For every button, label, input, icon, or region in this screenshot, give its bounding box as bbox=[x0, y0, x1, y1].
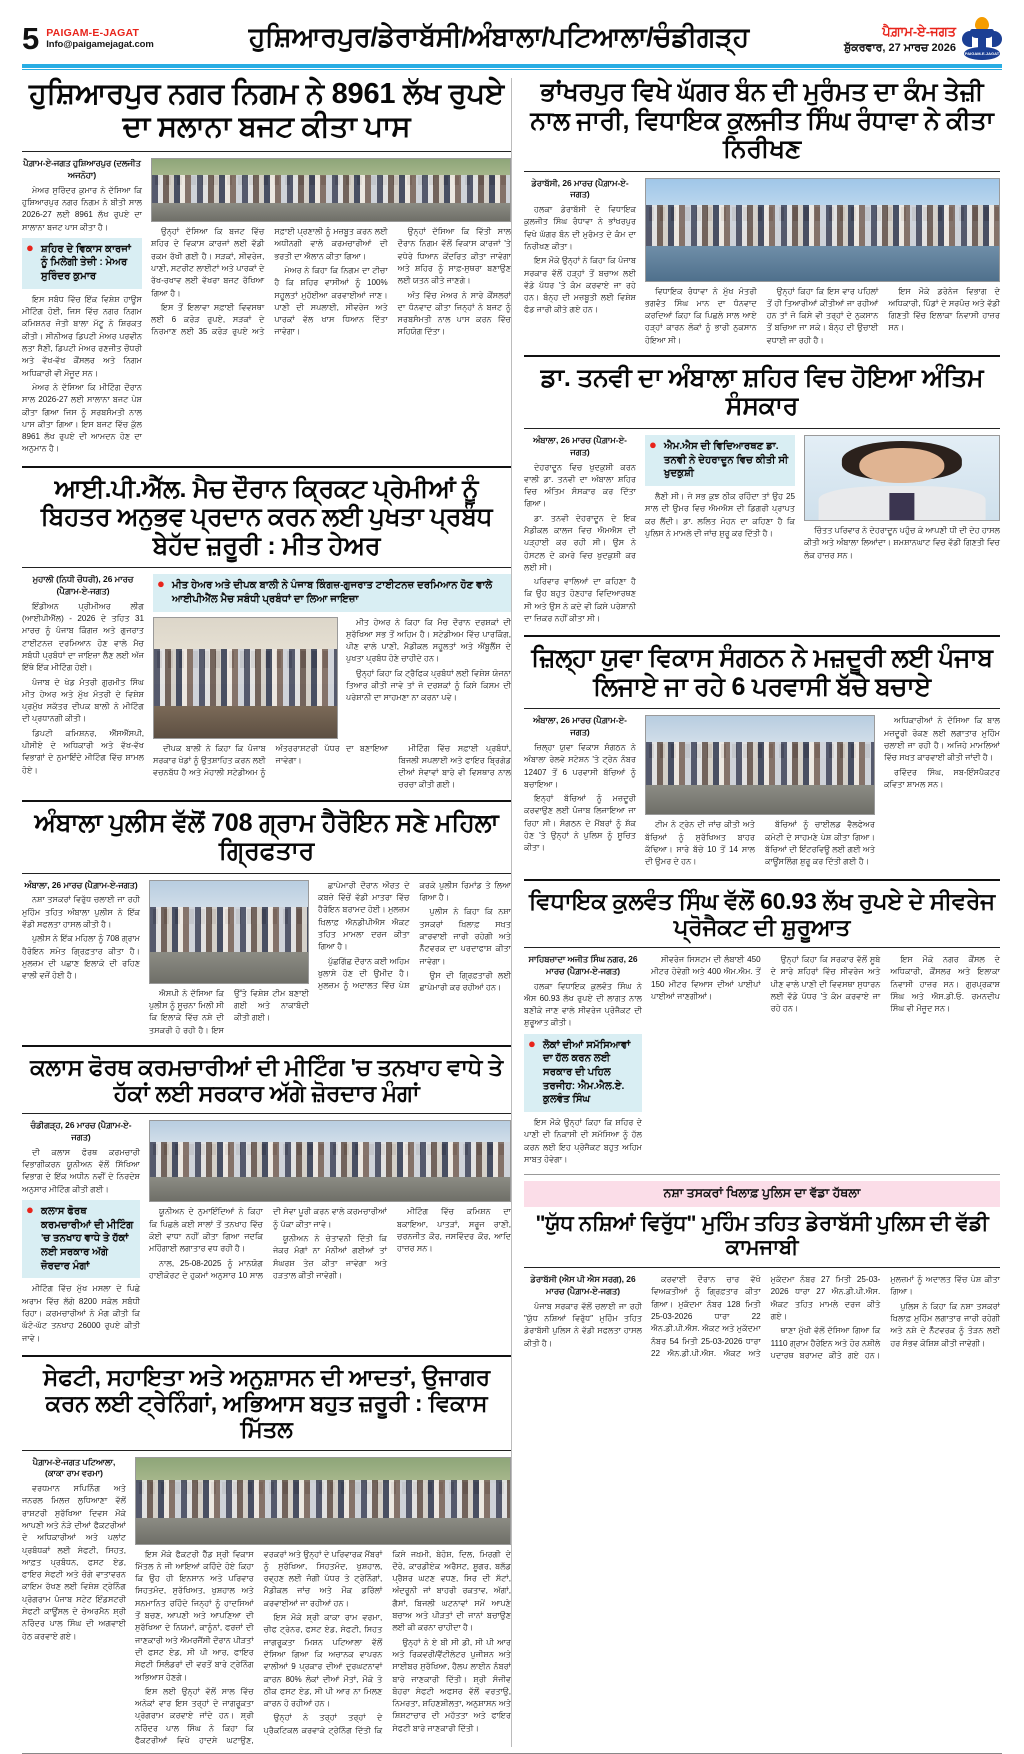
photo-a7 bbox=[149, 1120, 511, 1202]
headline-a5: ਅੰਬਾਲਾ ਪੁਲੀਸ ਵੱਲੋਂ 708 ਗ੍ਰਾਮ ਹੈਰੋਇਨ ਸਣੇ ਮਹਿਲਾ ਗ੍ਰਿਫਤਾਰ bbox=[34, 808, 499, 866]
callout-a1: ● ਸ਼ਹਿਰ ਦੇ ਵਿਕਾਸ ਕਾਰਜਾਂ ਨੂੰ ਮਿਲੇਗੀ ਤੇਜ਼ੀ : ਮੇਅਰ ਸੁਰਿੰਦਰ ਕੁਮਾਰ bbox=[22, 238, 142, 289]
divider bbox=[524, 708, 1000, 709]
divider bbox=[524, 171, 1000, 172]
body-a5-p0: ਨਸ਼ਾ ਤਸਕਰਾਂ ਵਿਰੁੱਧ ਚਲਾਈ ਜਾ ਰਹੀ ਮੁਹਿੰਮ ਤਹਿਤ ਅੰਬਾਲਾ ਪੁਲੀਸ ਨੇ ਇੱਕ ਵੱਡੀ ਸਫਲਤਾ ਹਾਸਲ ਕੀਤੀ ਹੈ। ਪੁਲੀਸ ਨੇ ਇੱਕ ਮਹਿਲਾ ਨੂੰ 708 ਗ੍ਰਾਮ ਹੈਰੋਇਨ ਸਮੇਤ ਗ੍ਰਿਫ਼ਤਾਰ ਕੀਤਾ ਹੈ। ਮੁਲਜ਼ਮ ਦੀ ਪਛਾਣ ਇਲਾਕੇ ਦੀ ਰਹਿਣ ਵਾਲੀ ਵਜੋਂ ਹੋਈ ਹੈ। bbox=[22, 895, 140, 981]
callout-a3: ● ਮੀਤ ਹੇਅਰ ਅਤੇ ਦੀਪਕ ਬਾਲੀ ਨੇ ਪੰਜਾਬ ਕਿੰਗਜ਼-ਗੁਜਰਾਤ ਟਾਈਟਨਜ਼ ਦਰਮਿਆਨ ਹੋਣ ਵਾਲੇ ਆਈਪੀਐੱਲ ਮੈਚ ਸਬੰਧੀ ਪ੍ਰਬੰਧਾਂ ਦਾ ਲਿਆ ਜਾਇਜ਼ਾ bbox=[153, 574, 511, 611]
dateline-a1: ਪੈਗ਼ਾਮ-ਏ-ਜਗਤ ਹੁਸ਼ਿਆਰਪੁਰ (ਦਲਜੀਤ ਅਜਨੋਹਾ) bbox=[23, 158, 141, 180]
photo-a2 bbox=[645, 178, 1000, 282]
bullet-icon: ● bbox=[26, 1202, 34, 1218]
divider bbox=[22, 567, 511, 568]
divider bbox=[22, 1045, 511, 1047]
body-a6-p0: ਜ਼ਿਲ੍ਹਾ ਯੁਵਾ ਵਿਕਾਸ ਸੰਗਠਨ ਨੇ ਅੰਬਾਲਾ ਰੇਲਵੇ ਸਟੇਸ਼ਨ 'ਤੇ ਟ੍ਰੇਨ ਨੰਬਰ 12407 ਤੋਂ 6 ਪਰਵਾਸੀ ਬੱਚਿਆਂ ਨੂੰ ਬਚਾਇਆ। ਇਨ੍ਹਾਂ ਬੱਚਿਆਂ ਨੂੰ ਮਜ਼ਦੂਰੀ ਕਰਵਾਉਣ ਲਈ ਪੰਜਾਬ ਲਿਜਾਇਆ ਜਾ ਰਿਹਾ ਸੀ। ਸੰਗਠਨ ਦੇ ਮੈਂਬਰਾਂ ਨੂੰ ਸ਼ੱਕ ਹੋਣ 'ਤੇ ਉਨ੍ਹਾਂ ਨੇ ਪੁਲਿਸ ਨੂੰ ਸੂਚਿਤ ਕੀਤਾ। bbox=[524, 742, 636, 853]
page-number: 5 bbox=[22, 21, 40, 57]
body-a5-mid: ਐਸਪੀ ਨੇ ਦੱਸਿਆ ਕਿ ਪੁਲੀਸ ਨੂੰ ਸੂਚਨਾ ਮਿਲੀ ਸੀ ਕਿ ਇਲਾਕੇ ਵਿੱਚ ਨਸ਼ੇ ਦੀ ਤਸਕਰੀ ਹੋ ਰਹੀ ਹੈ। ਇਸ ਉੱਤੇ ਵਿਸ਼ੇਸ਼ ਟੀਮ ਬਣਾਈ ਗਈ ਅਤੇ ਨਾਕਾਬੰਦੀ ਕੀਤੀ ਗਈ। bbox=[149, 988, 309, 1035]
body-a7-p0: ਦੀ ਕਲਾਸ ਫੋਰਥ ਕਰਮਚਾਰੀ ਵਿਭਾਗੀਕਰਨ ਯੂਨੀਅਨ ਵੱਲੋਂ ਸਿੱਖਿਆ ਵਿਭਾਗ ਦੇ ਇੱਕ ਅਧੀਨ ਨਵੀਂ ਦੇ ਨਿਰਦੇਸ਼ ਅਨੁਸਾਰ ਮੀਟਿੰਗ ਕੀਤੀ ਗਈ। bbox=[22, 1147, 140, 1194]
torch-logo-icon bbox=[962, 17, 1002, 61]
dateline-a6: ਅੰਬਾਲਾ, 26 ਮਾਰਚ (ਪੈਗ਼ਾਮ-ਏ-ਜਗਤ) bbox=[533, 715, 627, 738]
masthead-rule bbox=[22, 64, 1002, 68]
masthead-rule-2 bbox=[22, 69, 1002, 70]
divider bbox=[22, 1450, 511, 1451]
body-a8-p1: ਇਸ ਮੌਕੇ ਉਨ੍ਹਾਂ ਕਿਹਾ ਕਿ ਸ਼ਹਿਰ ਦੇ ਪਾਣੀ ਦੀ ਨਿਕਾਸੀ ਦੀ ਸਮੱਸਿਆ ਨੂੰ ਹੱਲ ਕਰਨ ਲਈ ਇਹ ਪ੍ਰੋਜੈਕਟ ਬਹੁਤ ਅਹਿਮ ਸਾਬਤ ਹੋਵੇਗਾ। bbox=[524, 1118, 642, 1164]
brand-name: PAIGAM-E-JAGAT bbox=[46, 26, 140, 39]
body-a9-p0: ਵਰਧਮਾਨ ਸਪਿਨਿੰਗ ਅਤੇ ਜਨਰਲ ਮਿਲਜ਼ ਲੁਧਿਆਣਾ ਵੱਲੋਂ ਰਾਸ਼ਟਰੀ ਸੁਰੱਖਿਆ ਦਿਵਸ ਮੌਕੇ ਆਪਣੀ ਅਤੇ ਨੇੜੇ ਦੀਆਂ ਫੈਕਟਰੀਆਂ ਦੇ ਅਧਿਕਾਰੀਆਂ ਅਤੇ ਪਲਾਂਟ ਪ੍ਰਬੰਧਕਾਂ ਲਈ ਸੇਫਟੀ, ਸਿਹਤ, ਆਫ਼ਤ ਪ੍ਰਬੰਧਨ, ਫਸਟ ਏਡ, ਫਾਇਰ ਸੇਫਟੀ ਅਤੇ ਚੰਗੇ ਵਾਤਾਵਰਨ ਕਾਇਮ ਰੱਖਣ ਲਈ ਵਿਸ਼ੇਸ਼ ਟ੍ਰੇਨਿੰਗ ਪ੍ਰੋਗਰਾਮ ਪੰਜਾਬ ਸਟੇਟ ਇੰਡਸਟਰੀ ਸੇਫਟੀ ਕਾਊਂਸਲ ਦੇ ਚੇਅਰਮੈਨ ਸ਼੍ਰੀ ਨਰਿੰਦਰ ਪਾਲ ਸਿੰਘ ਦੀ ਅਗਵਾਈ ਹੇਠ ਕਰਵਾਏ ਗਏ। bbox=[22, 1484, 126, 1641]
dateline-a9: ਪੈਗ਼ਾਮ-ਏ-ਜਗਤ ਪਟਿਆਲਾ, (ਕਾਕਾ ਰਾਮ ਵਰਮਾ) bbox=[32, 1456, 116, 1479]
body-a5-rest: ਛਾਪੇਮਾਰੀ ਦੌਰਾਨ ਔਰਤ ਦੇ ਕਬਜ਼ੇ ਵਿੱਚੋਂ ਵੱਡੀ ਮਾਤਰਾ ਵਿੱਚ ਹੈਰੋਇਨ ਬਰਾਮਦ ਹੋਈ। ਮੁਲਜ਼ਮ ਖ਼ਿਲਾਫ਼ ਐਨਡੀਪੀਐਸ ਐਕਟ ਤਹਿਤ ਮਾਮਲਾ ਦਰਜ ਕੀਤਾ ਗਿਆ ਹੈ। ਪੁੱਛਗਿੱਛ ਦੌਰਾਨ ਕਈ ਅਹਿਮ ਖੁਲਾਸੇ ਹੋਣ ਦੀ ਉਮੀਦ ਹੈ। ਮੁਲਜ਼ਮ ਨੂੰ ਅਦਾਲਤ ਵਿੱਚ ਪੇਸ਼ ਕਰਕੇ ਪੁਲੀਸ ਰਿਮਾਂਡ ਤੇ ਲਿਆ ਗਿਆ ਹੈ। ਪੁਲੀਸ ਨੇ ਕਿਹਾ ਕਿ ਨਸ਼ਾ ਤਸਕਰਾਂ ਖ਼ਿਲਾਫ਼ ਸਖ਼ਤ ਕਾਰਵਾਈ ਜਾਰੀ ਰਹੇਗੀ ਅਤੇ ਨੈੱਟਵਰਕ ਦਾ ਪਰਦਾਫਾਸ਼ ਕੀਤਾ ਜਾਵੇਗਾ। ਉਸ ਦੀ ਗ੍ਰਿਫ਼ਤਾਰੀ ਲਈ ਛਾਪੇਮਾਰੀ ਕਰ ਰਹੀਆਂ ਹਨ। bbox=[318, 880, 511, 993]
pink-banner-a10: ਨਸ਼ਾ ਤਸਕਰਾਂ ਖਿਲਾਫ਼ ਪੁਲਿਸ ਦਾ ਵੱਡਾ ਹੱਥਲਾ bbox=[524, 1181, 1000, 1207]
portrait-photo-a4 bbox=[804, 435, 1000, 521]
headline-a6: ਜ਼ਿਲ੍ਹਾ ਯੁਵਾ ਵਿਕਾਸ ਸੰਗਠਨ ਨੇ ਮਜ਼ਦੂਰੀ ਲਈ ਪੰਜਾਬ ਲਿਜਾਏ ਜਾ ਰਹੇ 6 ਪਰਵਾਸੀ ਬੱਚੇ ਬਚਾਏ bbox=[531, 644, 993, 701]
logo-badge-text: PAIGAM-E-JAGAT bbox=[964, 51, 1000, 56]
divider bbox=[524, 635, 1000, 637]
divider bbox=[22, 873, 511, 874]
divider bbox=[524, 879, 1000, 881]
headline-a2: ਭਾਂਖਰਪੁਰ ਵਿਖੇ ਘੱਗਰ ਬੰਨ ਦੀ ਮੁਰੰਮਤ ਦਾ ਕੰਮ ਤੇਜ਼ੀ ਨਾਲ ਜਾਰੀ, ਵਿਧਾਇਕ ਕੁਲਜੀਤ ਸਿੰਘ ਰੰਧਾਵਾ ਨੇ ਕੀਤਾ ਨਿਰੀਖਣ bbox=[530, 78, 994, 163]
divider bbox=[524, 428, 1000, 429]
callout-a4: ● ਐਮ.ਐਸ ਦੀ ਵਿਦਿਆਰਥਣ ਡਾ. ਤਨਵੀ ਨੇ ਦੇਹਰਾਦੂਨ ਵਿਚ ਕੀਤੀ ਸੀ ਖੁਦਕੁਸ਼ੀ bbox=[645, 435, 795, 486]
photo-a9 bbox=[135, 1457, 511, 1545]
body-a6-rest: ਅਧਿਕਾਰੀਆਂ ਨੇ ਦੱਸਿਆ ਕਿ ਬਾਲ ਮਜ਼ਦੂਰੀ ਰੋਕਣ ਲਈ ਲਗਾਤਾਰ ਮੁਹਿੰਮ ਚਲਾਈ ਜਾ ਰਹੀ ਹੈ। ਅਜਿਹੇ ਮਾਮਲਿਆਂ ਵਿੱਚ ਸਖ਼ਤ ਕਾਰਵਾਈ ਕੀਤੀ ਜਾਂਦੀ ਹੈ। ਰਵਿੰਦਰ ਸਿੰਘ, ਸਬ-ਇੰਸਪੈਕਟਰ ਕਵਿਤਾ ਸ਼ਾਮਲ ਸਨ। bbox=[884, 716, 1000, 789]
body-a10-p0: ਪੰਜਾਬ ਸਰਕਾਰ ਵੱਲੋਂ ਚਲਾਈ ਜਾ ਰਹੀ "ਯੁੱਧ ਨਸ਼ਿਆਂ ਵਿਰੁੱਧ" ਮੁਹਿੰਮ ਤਹਿਤ ਡੇਰਾਬੱਸੀ ਪੁਲਿਸ ਨੇ ਵੱਡੀ ਸਫਲਤਾ ਹਾਸਲ ਕੀਤੀ ਹੈ। bbox=[524, 1301, 642, 1348]
body-a2-p0: ਹਲਕਾ ਡੇਰਾਬੱਸੀ ਦੇ ਵਿਧਾਇਕ ਕੁਲਜੀਤ ਸਿੰਘ ਰੰਧਾਵਾ ਨੇ ਭਾਂਖਰਪੁਰ ਵਿਖੇ ਘੱਗਰ ਬੰਨ ਦੀ ਮੁਰੰਮਤ ਦੇ ਕੰਮ ਦਾ ਨਿਰੀਖਣ ਕੀਤਾ। ਇਸ ਮੌਕੇ ਉਨ੍ਹਾਂ ਨੇ ਕਿਹਾ ਕਿ ਪੰਜਾਬ ਸਰਕਾਰ ਵੱਲੋਂ ਹੜ੍ਹਾਂ ਤੋਂ ਬਚਾਅ ਲਈ ਵੱਡੇ ਪੱਧਰ 'ਤੇ ਕੰਮ ਕਰਵਾਏ ਜਾ ਰਹੇ ਹਨ। ਬੰਨ੍ਹ ਦੀ ਮਜ਼ਬੂਤੀ ਲਈ ਵਿਸ਼ੇਸ਼ ਫੰਡ ਜਾਰੀ ਕੀਤੇ ਗਏ ਹਨ। bbox=[524, 205, 636, 315]
body-a1-p1: ਇਸ ਸਬੰਧ ਵਿੱਚ ਇੱਕ ਵਿਸ਼ੇਸ਼ ਹਾਊਸ ਮੀਟਿੰਗ ਹੋਈ, ਜਿਸ ਵਿੱਚ ਨਗਰ ਨਿਗਮ ਕਮਿਸ਼ਨਰ ਜੋਤੀ ਬਾਲਾ ਮੱਟੂ ਨੇ ਸ਼ਿਰਕਤ ਕੀਤੀ। ਸੀਨੀਅਰ ਡਿਪਟੀ ਮੇਅਰ ਪਰਵੀਨ ਲਤਾ ਸੈਣੀ, ਡਿਪਟੀ ਮੇਅਰ ਰਣਜੀਤ ਚੌਧਰੀ ਅਤੇ ਵੱਖ-ਵੱਖ ਕੌਂਸਲਰ ਅਤੇ ਨਿਗਮ ਅਧਿਕਾਰੀ ਵੀ ਮੌਜੂਦ ਸਨ। ਮੇਅਰ ਨੇ ਦੱਸਿਆ ਕਿ ਮੀਟਿੰਗ ਦੌਰਾਨ ਸਾਲ 2026-27 ਲਈ ਸਾਲਾਨਾ ਬਜਟ ਪੇਸ਼ ਕੀਤਾ ਗਿਆ ਜਿਸ ਨੂੰ ਸਰਬਸੰਮਤੀ ਨਾਲ ਪਾਸ ਕੀਤਾ ਗਿਆ। ਇਸ ਬਜਟ ਵਿੱਚ ਕੁੱਲ 8961 ਲੱਖ ਰੁਪਏ ਦੀ ਆਮਦਨ ਹੋਣ ਦਾ ਅਨੁਮਾਨ ਹੈ। bbox=[22, 294, 142, 454]
body-a10-rest: ਕਰਵਾਈ ਦੌਰਾਨ ਚਾਰ ਵੱਖੋ ਵਿਅਕਤੀਆਂ ਨੂੰ ਗ੍ਰਿਫ਼ਤਾਰ ਕੀਤਾ ਗਿਆ। ਮੁਕੱਦਮਾ ਨੰਬਰ 128 ਮਿਤੀ 25-03-2026 ਧਾਰਾ 22 ਐਨ.ਡੀ.ਪੀ.ਐਸ. ਐਕਟ ਅਤੇ ਮੁਕੱਦਮਾ ਨੰਬਰ 54 ਮਿਤੀ 25-03-2026 ਧਾਰਾ 22 ਐਨ.ਡੀ.ਪੀ.ਐਸ. ਐਕਟ ਅਤੇ ਮੁਕੱਦਮਾ ਨੰਬਰ 27 ਮਿਤੀ 25-03-2026 ਧਾਰਾ 27 ਐਨ.ਡੀ.ਪੀ.ਐਸ. ਐਕਟ ਤਹਿਤ ਮਾਮਲੇ ਦਰਜ ਕੀਤੇ ਗਏ। ਥਾਣਾ ਮੁੱਖੀ ਵੱਲੋਂ ਦੱਸਿਆ ਗਿਆ ਕਿ 1110 ਗ੍ਰਾਮ ਹੈਰੋਇਨ ਅਤੇ ਹੋਰ ਨਸ਼ੀਲੇ ਪਦਾਰਥ ਬਰਾਮਦ ਕੀਤੇ ਗਏ ਹਨ। ਮੁਲਜ਼ਮਾਂ ਨੂੰ ਅਦਾਲਤ ਵਿੱਚ ਪੇਸ਼ ਕੀਤਾ ਗਿਆ। ਪੁਲਿਸ ਨੇ ਕਿਹਾ ਕਿ ਨਸ਼ਾ ਤਸਕਰਾਂ ਖ਼ਿਲਾਫ਼ ਮੁਹਿੰਮ ਲਗਾਤਾਰ ਜਾਰੀ ਰਹੇਗੀ ਅਤੇ ਨਸ਼ੇ ਦੇ ਨੈੱਟਵਰਕ ਨੂੰ ਤੋੜਨ ਲਈ ਹਰ ਸੰਭਵ ਕੋਸ਼ਿਸ਼ ਕੀਤੀ ਜਾਵੇਗੀ। bbox=[651, 1275, 1000, 1360]
body-a3-rest: ਦੀਪਕ ਬਾਲੀ ਨੇ ਕਿਹਾ ਕਿ ਪੰਜਾਬ ਸਰਕਾਰ ਖੇਡਾਂ ਨੂੰ ਉਤਸ਼ਾਹਿਤ ਕਰਨ ਲਈ ਵਚਨਬੱਧ ਹੈ ਅਤੇ ਮੋਹਾਲੀ ਸਟੇਡੀਅਮ ਨੂੰ ਅੰਤਰਰਾਸ਼ਟਰੀ ਪੱਧਰ ਦਾ ਬਣਾਇਆ ਜਾਵੇਗਾ। ਮੀਟਿੰਗ ਵਿੱਚ ਸਫ਼ਾਈ ਪ੍ਰਬੰਧਾਂ, ਬਿਜਲੀ ਸਪਲਾਈ ਅਤੇ ਫਾਇਰ ਬ੍ਰਿਗੇਡ ਦੀਆਂ ਸੇਵਾਵਾਂ ਬਾਰੇ ਵੀ ਵਿਸਥਾਰ ਨਾਲ ਚਰਚਾ ਕੀਤੀ ਗਈ। bbox=[153, 743, 511, 790]
divider bbox=[22, 1355, 511, 1357]
masthead-left bbox=[22, 21, 154, 57]
callout-a7: ● ਕਲਾਸ ਫੋਰਥ ਕਰਮਚਾਰੀਆਂ ਦੀ ਮੀਟਿੰਗ 'ਚ ਤਨਖਾਹ ਵਾਧੇ ਤੇ ਹੱਕਾਂ ਲਈ ਸਰਕਾਰ ਅੱਗੇ ਜ਼ੋਰਦਾਰ ਮੰਗਾਂ bbox=[22, 1200, 140, 1278]
dateline-a5: ਅੰਬਾਲਾ, 26 ਮਾਰਚ (ਪੈਗ਼ਾਮ-ਏ-ਜਗਤ) bbox=[24, 879, 138, 890]
dateline-a3: ਮੁਹਾਲੀ (ਨਿਧੀ ਚੌਧਰੀ), 26 ਮਾਰਚ (ਪੈਗ਼ਾਮ-ਏ-ਜਗਤ) bbox=[32, 574, 134, 596]
column-left bbox=[22, 78, 511, 1747]
bullet-icon: ● bbox=[26, 239, 34, 255]
dateline-a2: ਡੇਰਾਬੱਸੀ, 26 ਮਾਰਚ (ਪੈਗ਼ਾਮ-ਏ-ਜਗਤ) bbox=[531, 177, 629, 200]
brand-email[interactable]: Info@paigamejagat.com bbox=[46, 38, 154, 50]
dateline-a10: ਡੇਰਾਬੱਸੀ (ਐਸ ਪੀ ਐਸ ਸਰਗ), 26 ਮਾਰਚ (ਪੈਗ਼ਾਮ-ਏ-ਜਗਤ) bbox=[530, 1274, 636, 1296]
body-a7-p1: ਮੀਟਿੰਗ ਵਿੱਚ ਮੁੱਖ ਮਸਲਾ ਦੇ ਪਿਛੇ ਅਰਾਮ ਵਿੱਚ ਲੱਗੇ 8200 ਸਕੇਲ ਸਬੰਧੀ ਰਿਹਾ। ਕਰਮਚਾਰੀਆਂ ਨੇ ਮੰਗ ਕੀਤੀ ਕਿ ਘੱਟੋ-ਘੱਟ ਤਨਖਾਹ 26000 ਰੁਪਏ ਕੀਤੀ ਜਾਵੇ। bbox=[22, 1284, 140, 1343]
divider bbox=[524, 355, 1000, 357]
body-a4-mid: ਲੈਣੀ ਸੀ। ਜੇ ਸਭ ਕੁਝ ਠੀਕ ਰਹਿੰਦਾ ਤਾਂ ਉਹ 25 ਸਾਲ ਦੀ ਉਮਰ ਵਿਚ ਐਮਐਸ ਦੀ ਡਿਗਰੀ ਪ੍ਰਾਪਤ ਕਰ ਲੈਂਦੀ। ਡਾ. ਲਲਿਤ ਮੋਹਨ ਦਾ ਕਹਿਣਾ ਹੈ ਕਿ ਪੁਲਿਸ ਨੇ ਮਾਮਲੇ ਦੀ ਜਾਂਚ ਸ਼ੁਰੂ ਕਰ ਦਿੱਤੀ ਹੈ। bbox=[645, 492, 795, 538]
publication-date: ਸ਼ੁੱਕਰਵਾਰ, 27 ਮਾਰਚ 2026 bbox=[843, 41, 956, 54]
divider bbox=[22, 1113, 511, 1114]
photo-a6 bbox=[645, 715, 875, 815]
dateline-a4: ਅੰਬਾਲਾ, 26 ਮਾਰਚ (ਪੈਗ਼ਾਮ-ਏ-ਜਗਤ) bbox=[533, 434, 627, 457]
body-a7-rest: ਯੂਨੀਅਨ ਦੇ ਨੁਮਾਇੰਦਿਆਂ ਨੇ ਕਿਹਾ ਕਿ ਪਿਛਲੇ ਕਈ ਸਾਲਾਂ ਤੋਂ ਤਨਖਾਹ ਵਿੱਚ ਕੋਈ ਵਾਧਾ ਨਹੀਂ ਕੀਤਾ ਗਿਆ ਜਦਕਿ ਮਹਿੰਗਾਈ ਲਗਾਤਾਰ ਵਧ ਰਹੀ ਹੈ। ਨਾਲ, 25-08-2025 ਨੂੰ ਮਾਨਯੋਗ ਹਾਈਕੋਰਟ ਦੇ ਹੁਕਮਾਂ ਅਨੁਸਾਰ 10 ਸਾਲ ਦੀ ਸੇਵਾ ਪੂਰੀ ਕਰਨ ਵਾਲੇ ਕਰਮਚਾਰੀਆਂ ਨੂੰ ਪੱਕਾ ਕੀਤਾ ਜਾਵੇ। ਯੂਨੀਅਨ ਨੇ ਚੇਤਾਵਨੀ ਦਿੱਤੀ ਕਿ ਜੇਕਰ ਮੰਗਾਂ ਨਾ ਮੰਨੀਆਂ ਗਈਆਂ ਤਾਂ ਸੰਘਰਸ਼ ਤੇਜ਼ ਕੀਤਾ ਜਾਵੇਗਾ ਅਤੇ ਹੜਤਾਲ ਕੀਤੀ ਜਾਵੇਗੀ। ਮੀਟਿੰਗ ਵਿੱਚ ਕਮਿਸ਼ਨ ਦਾ ਬਕਾਇਆ, ਪਾਤੜਾਂ, ਸਰੂਜ ਰਾਣੀ, ਚਰਨਜੀਤ ਕੌਰ, ਜਸਵਿੰਦਰ ਕੌਰ, ਆਦਿ ਹਾਜ਼ਰ ਸਨ। bbox=[149, 1207, 511, 1280]
divider bbox=[524, 1267, 1000, 1268]
divider bbox=[22, 151, 511, 152]
headline-a3: ਆਈ.ਪੀ.ਐੱਲ. ਮੈਚ ਦੌਰਾਨ ਕ੍ਰਿਕਟ ਪ੍ਰੇਮੀਆਂ ਨੂੰ ਬਿਹਤਰ ਅਨੁਭਵ ਪ੍ਰਦਾਨ ਕਰਨ ਲਈ ਪੁਖਤਾ ਪ੍ਰਬੰਧ ਬੇਹੱਦ ਜ਼ਰੂਰੀ : ਮੀਤ ਹੇਅਰ bbox=[40, 474, 493, 560]
edition-list: ਹੁਸ਼ਿਆਰਪੁਰ/ਡੇਰਾਬੱਸੀ/ਅੰਬਾਲਾ/ਪਟਿਆਲਾ/ਚੰਡੀਗੜ੍ਹ bbox=[248, 22, 749, 52]
photo-a1 bbox=[151, 158, 511, 222]
column-right bbox=[511, 78, 1000, 1747]
body-a1-p0: ਮੇਅਰ ਸੁਰਿੰਦਰ ਕੁਮਾਰ ਨੇ ਦੱਸਿਆ ਕਿ ਹੁਸ਼ਿਆਰਪੁਰ ਨਗਰ ਨਿਗਮ ਨੇ ਬੀਤੀ ਸਾਲ 2026-27 ਲਈ 8961 ਲੱਖ ਰੁਪਏ ਦਾ ਸਾਲਾਨਾ ਬਜਟ ਪਾਸ ਕੀਤਾ ਹੈ। bbox=[22, 185, 142, 232]
headline-a1: ਹੁਸ਼ਿਆਰਪੁਰ ਨਗਰ ਨਿਗਮ ਨੇ 8961 ਲੱਖ ਰੁਪਏ ਦਾ ਸਲਾਨਾ ਬਜਟ ਕੀਤਾ ਪਾਸ bbox=[28, 78, 505, 144]
brand-block bbox=[46, 28, 153, 50]
logo-text: ਪੈਗ਼ਾਮ-ਏ-ਜਗਤ bbox=[882, 23, 956, 39]
headline-a7: ਕਲਾਸ ਫੋਰਥ ਕਰਮਚਾਰੀਆਂ ਦੀ ਮੀਟਿੰਗ 'ਚ ਤਨਖਾਹ ਵਾਧੇ ਤੇ ਹੱਕਾਂ ਲਈ ਸਰਕਾਰ ਅੱਗੇ ਜ਼ੋਰਦਾਰ ਮੰਗਾਂ bbox=[30, 1053, 503, 1107]
body-a2-rest: ਵਿਧਾਇਕ ਰੰਧਾਵਾ ਨੇ ਮੁੱਖ ਮੰਤਰੀ ਭਗਵੰਤ ਸਿੰਘ ਮਾਨ ਦਾ ਧੰਨਵਾਦ ਕਰਦਿਆਂ ਕਿਹਾ ਕਿ ਪਿਛਲੇ ਸਾਲ ਆਏ ਹੜ੍ਹਾਂ ਕਾਰਨ ਲੋਕਾਂ ਨੂੰ ਭਾਰੀ ਨੁਕਸਾਨ ਹੋਇਆ ਸੀ। ਉਨ੍ਹਾਂ ਕਿਹਾ ਕਿ ਇਸ ਵਾਰ ਪਹਿਲਾਂ ਤੋਂ ਹੀ ਤਿਆਰੀਆਂ ਕੀਤੀਆਂ ਜਾ ਰਹੀਆਂ ਹਨ ਤਾਂ ਜੋ ਕਿਸੇ ਵੀ ਤਰ੍ਹਾਂ ਦੇ ਨੁਕਸਾਨ ਤੋਂ ਬਚਿਆ ਜਾ ਸਕੇ। ਬੰਨ੍ਹ ਦੀ ਉਚਾਈ ਵਧਾਈ ਜਾ ਰਹੀ ਹੈ। ਇਸ ਮੌਕੇ ਡਰੇਨੇਜ ਵਿਭਾਗ ਦੇ ਅਧਿਕਾਰੀ, ਪਿੰਡਾਂ ਦੇ ਸਰਪੰਚ ਅਤੇ ਵੱਡੀ ਗਿਣਤੀ ਵਿੱਚ ਇਲਾਕਾ ਨਿਵਾਸੀ ਹਾਜ਼ਰ ਸਨ। bbox=[645, 286, 1000, 345]
dateline-a8: ਸਾਹਿਬਜ਼ਾਦਾ ਅਜੀਤ ਸਿੰਘ ਨਗਰ, 26 ਮਾਰਚ (ਪੈਗ਼ਾਮ-ਏ-ਜਗਤ) bbox=[528, 954, 638, 976]
body-a3-p0: ਇੰਡੀਅਨ ਪ੍ਰੀਮੀਅਰ ਲੀਗ (ਆਈਪੀਐੱਲ) - 2026 ਦੇ ਤਹਿਤ 31 ਮਾਰਚ ਨੂੰ ਪੰਜਾਬ ਕਿੰਗਜ਼ ਅਤੇ ਗੁਜਰਾਤ ਟਾਈਟਨਜ਼ ਦਰਮਿਆਨ ਹੋਣ ਵਾਲੇ ਮੈਚ ਸਬੰਧੀ ਪ੍ਰਬੰਧਾਂ ਦਾ ਜਾਇਜ਼ਾ ਲੈਣ ਲਈ ਅੱਜ ਇੱਥੇ ਇੱਕ ਮੀਟਿੰਗ ਹੋਈ। ਪੰਜਾਬ ਦੇ ਖੇਡ ਮੰਤਰੀ ਗੁਰਮੀਤ ਸਿੰਘ ਮੀਤ ਹੇਅਰ ਅਤੇ ਮੁੱਖ ਮੰਤਰੀ ਦੇ ਵਿਸ਼ੇਸ਼ ਪ੍ਰਮੁੱਖ ਸਕੱਤਰ ਦੀਪਕ ਬਾਲੀ ਨੇ ਮੀਟਿੰਗ ਦੀ ਪ੍ਰਧਾਨਗੀ ਕੀਤੀ। ਡਿਪਟੀ ਕਮਿਸ਼ਨਰ, ਐੱਸਐੱਸਪੀ, ਪੀਸੀਏ ਦੇ ਅਧਿਕਾਰੀ ਅਤੇ ਵੱਖ-ਵੱਖ ਵਿਭਾਗਾਂ ਦੇ ਨੁਮਾਇੰਦੇ ਮੀਟਿੰਗ ਵਿੱਚ ਸ਼ਾਮਲ ਹੋਏ। bbox=[22, 601, 144, 775]
headline-a9: ਸੇਫਟੀ, ਸਹਾਇਤਾ ਅਤੇ ਅਨੁਸ਼ਾਸਨ ਦੀ ਆਦਤਾਂ, ਉਜਾਗਰ ਕਰਨ ਲਈ ਟ੍ਰੇਨਿੰਗਾਂ, ਅਭਿਆਸ ਬਹੁਤ ਜ਼ਰੂਰੀ : ਵਿਕਾਸ ਮਿੱਤਲ bbox=[43, 1363, 490, 1443]
body-a8-rest: ਸੀਵਰੇਜ ਸਿਸਟਮ ਦੀ ਲੰਬਾਈ 450 ਮੀਟਰ ਹੋਵੇਗੀ ਅਤੇ 400 ਐਮ.ਐਮ. ਤੋਂ 150 ਮੀਟਰ ਵਿਆਸ ਦੀਆਂ ਪਾਈਪਾਂ ਪਾਈਆਂ ਜਾਣਗੀਆਂ। ਉਨ੍ਹਾਂ ਕਿਹਾ ਕਿ ਸਰਕਾਰ ਵੱਲੋਂ ਸੂਬੇ ਦੇ ਸਾਰੇ ਸ਼ਹਿਰਾਂ ਵਿੱਚ ਸੀਵਰੇਜ ਅਤੇ ਪੀਣ ਵਾਲੇ ਪਾਣੀ ਦੀ ਵਿਵਸਥਾ ਸੁਧਾਰਨ ਲਈ ਵੱਡੇ ਪੱਧਰ 'ਤੇ ਕੰਮ ਕਰਵਾਏ ਜਾ ਰਹੇ ਹਨ। ਇਸ ਮੌਕੇ ਨਗਰ ਕੌਂਸਲ ਦੇ ਅਧਿਕਾਰੀ, ਕੌਂਸਲਰ ਅਤੇ ਇਲਾਕਾ ਨਿਵਾਸੀ ਹਾਜ਼ਰ ਸਨ। ਗੁਰਪ੍ਰਕਾਸ਼ ਸਿੰਘ ਅਤੇ ਐਸ.ਡੀ.ਓ. ਰਮਨਦੀਪ ਸਿੰਘ ਵੀ ਮੌਜੂਦ ਸਨ। bbox=[651, 955, 1000, 1014]
body-a6-mid: ਟੀਮ ਨੇ ਟ੍ਰੇਨ ਦੀ ਜਾਂਚ ਕੀਤੀ ਅਤੇ ਬੱਚਿਆਂ ਨੂੰ ਸੁਰੱਖਿਅਤ ਬਾਹਰ ਕੱਢਿਆ। ਸਾਰੇ ਬੱਚੇ 10 ਤੋਂ 14 ਸਾਲ ਦੀ ਉਮਰ ਦੇ ਹਨ। ਬੱਚਿਆਂ ਨੂੰ ਚਾਈਲਡ ਵੈਲਫੇਅਰ ਕਮੇਟੀ ਦੇ ਸਾਹਮਣੇ ਪੇਸ਼ ਕੀਤਾ ਗਿਆ। ਬੱਚਿਆਂ ਦੀ ਇੰਟਰਵਿਊ ਲਈ ਗਈ ਅਤੇ ਕਾਊਂਸਲਿੰਗ ਸ਼ੁਰੂ ਕਰ ਦਿੱਤੀ ਗਈ ਹੈ। bbox=[645, 820, 876, 867]
divider bbox=[524, 947, 1000, 948]
headline-a4: ਡਾ. ਤਨਵੀ ਦਾ ਅੰਬਾਲਾ ਸ਼ਹਿਰ ਵਿਚ ਹੋਇਆ ਅੰਤਿਮ ਸੰਸਕਾਰ bbox=[540, 363, 984, 421]
divider bbox=[22, 800, 511, 802]
masthead bbox=[0, 0, 1024, 62]
bullet-icon: ● bbox=[528, 1035, 536, 1051]
body-a9-rest: ਇਸ ਮੌਕੇ ਫੈਕਟਰੀ ਹੈੱਡ ਸ਼੍ਰੀ ਵਿਕਾਸ ਮਿੱਤਲ ਨੇ ਜੀ ਆਇਆਂ ਕਹਿੰਦੇ ਹੋਏ ਕਿਹਾ ਕਿ ਉਹ ਹੀ ਇਨਸਾਨ ਅਤੇ ਪਰਿਵਾਰ ਸਿਹਤਮੰਦ, ਸੁਰੱਖਿਅਤ, ਖੁਸ਼ਹਾਲ ਅਤੇ ਸਨਮਾਨਿਤ ਰਹਿੰਦੇ ਜਿਨ੍ਹਾਂ ਨੂੰ ਹਾਦਸਿਆਂ ਤੋਂ ਬਚਣ, ਆਪਣੀ ਅਤੇ ਆਪਣਿਆ ਦੀ ਸੁਰੱਖਿਆ ਦੇ ਨਿਯਮਾਂ, ਕਾਨੂੰਨਾਂ, ਫਰਜ਼ਾਂ ਦੀ ਜਾਣਕਾਰੀ ਅਤੇ ਐਮਰਜੈਂਸੀ ਦੌਰਾਨ ਪੀੜਤਾਂ ਦੀ ਫਸਟ ਏਡ, ਸੀ ਪੀ ਆਰ, ਫਾਇਰ ਸੇਫਟੀ ਸਿਲੰਡਰਾਂ ਦੀ ਵਰਤੋਂ ਬਾਰੇ ਟ੍ਰੇਨਿੰਗ ਅਭਿਆਸ ਹੋਣਗੇ। ਇਸ ਲਈ ਉਨ੍ਹਾਂ ਵੱਲੋਂ ਸਾਲ ਵਿੱਚ ਅਨੇਕਾਂ ਵਾਰ ਇਸ ਤਰ੍ਹਾਂ ਦੇ ਜਾਗਰੂਕਤਾ ਪ੍ਰੋਗਰਾਮ ਕਰਵਾਏ ਜਾਂਦੇ ਹਨ। ਸ਼੍ਰੀ ਨਰਿੰਦਰ ਪਾਲ ਸਿੰਘ ਨੇ ਕਿਹਾ ਕਿ ਫੈਕਟਰੀਆਂ ਵਿਖੇ ਹਾਦਸੇ ਘਟਾਉਣ, ਵਰਕਰਾਂ ਅਤੇ ਉਨ੍ਹਾਂ ਦੇ ਪਰਿਵਾਰਕ ਮੈਂਬਰਾਂ ਨੂੰ ਸੁਰੱਖਿਆ, ਸਿਹਤਮੰਦ, ਖੁਸ਼ਹਾਲ, ਰਵ੍ਹਣ ਲਈ ਜੰਗੀ ਪੱਧਰ ਤੇ ਟ੍ਰੇਨਿੰਗਾਂ, ਮੈਡੀਕਲ ਜਾਂਚ ਅਤੇ ਮੌਕ ਡਰਿੱਲਾਂ ਕਰਵਾਈਆਂ ਜਾ ਰਹੀਆਂ ਹਨ। ਇਸ ਮੌਕੇ ਸ਼੍ਰੀ ਕਾਕਾ ਰਾਮ ਵਰਮਾ, ਚੀਫ ਟ੍ਰੇਨਰ, ਫਸਟ ਏਡ, ਸੇਫਟੀ, ਸਿਹਤ ਜਾਗਰੂਕਤਾ ਮਿਸ਼ਨ ਪਟਿਆਲਾ ਵੱਲੋਂ ਦੱਸਿਆ ਗਿਆ ਕਿ ਅਚਾਨਕ ਵਾਪਰਨ ਵਾਲੀਆਂ 9 ਪ੍ਰਕਾਰ ਦੀਆਂ ਦੁਰਘਟਨਾਵਾਂ ਕਾਰਨ 80% ਲੋਕਾਂ ਦੀਆਂ ਮੌਤਾਂ, ਮੌਕੇ ਤੇ ਠੀਕ ਫਸਟ ਏਡ, ਸੀ ਪੀ ਆਰ ਨਾ ਮਿਲਣ ਕਾਰਨ ਹੋ ਰਹੀਆਂ ਹਨ। ਉਨ੍ਹਾਂ ਨੇ ਤਰ੍ਹਾਂ ਤਰ੍ਹਾਂ ਦੇ ਪ੍ਰੈਕਟਿਕਲ ਕਰਵਾਕੇ ਟ੍ਰੇਨਿੰਗ ਦਿੱਤੀ ਕਿ ਕਿਸੇ ਜਖ਼ਮੀ, ਬੇਹੋਸ਼, ਦਿਲ, ਮਿਰਗੀ ਦੇ ਦੌਰੇ, ਕਾਰਡੀਏਕ ਅਰੈਸਟ, ਸ਼ੂਗਰ, ਬਲੱਡ ਪ੍ਰੈਸ਼ਰ ਘਟਣ ਵਧਣ, ਸਿਰ ਦੀ ਸੱਟਾਂ, ਅੰਦਰੂਨੀ ਜਾਂ ਬਾਹਰੀ ਰਕਤਾਵ, ਅੱਗਾਂ, ਗੈਸਾਂ, ਬਿਜਲੀ ਘਟਨਾਵਾਂ ਸਮੇਂ ਆਪਣੇ ਬਚਾਅ ਅਤੇ ਪੀੜਤਾਂ ਦੀ ਜਾਨਾਂ ਬਚਾਉਣ ਲਈ ਕੀ ਕਰਨਾ ਚਾਹੀਦਾ ਹੈ। ਉਨ੍ਹਾਂ ਨੇ ਏ ਬੀ ਸੀ ਡੀ, ਸੀ ਪੀ ਆਰ ਅਤੇ ਰਿਕਵਰੀ/ਵੈਂਟੀਲੇਟਰ ਪੁਜੀਸ਼ਨ ਅਤੇ ਸਾਈਬਰ ਸੁਰੱਖਿਆ, ਹੈਲਪ ਲਾਈਨ ਨੰਬਰਾਂ ਬਾਰੇ ਜਾਣਕਾਰੀ ਦਿੱਤੀ। ਸ਼੍ਰੀ ਸੰਜੀਵ ਬੋਹਰਾ ਸੇਫਟੀ ਅਫਸਰ ਵੱਲੋਂ ਵਰਤਾਉ, ਨਿਮਰਤਾ, ਸ਼ਹਿਣਸ਼ੀਲਤਾ, ਅਨੁਸ਼ਾਸਨ ਅਤੇ ਸ਼ਿਸ਼ਟਾਚਾਰ ਦੀ ਮਹੱਤਤਾ ਅਤੇ ਫਾਇਰ ਸੇਫਟੀ ਬਾਰੇ ਜਾਣਕਾਰੀ ਦਿੱਤੀ। bbox=[135, 1549, 511, 1746]
bullet-icon: ● bbox=[649, 436, 657, 452]
masthead-right bbox=[844, 17, 1002, 61]
callout-a8: ● ਲੋਕਾਂ ਦੀਆਂ ਸਮੱਸਿਆਵਾਂ ਦਾ ਹੱਲ ਕਰਨ ਲਈ ਸਰਕਾਰ ਦੀ ਪਹਿਲ ਤਰਜੀਹ: ਐਮ.ਐਲ.ਏ. ਕੁਲਵੰਤ ਸਿੰਘ bbox=[524, 1034, 642, 1112]
body-a3-side: ਮੀਤ ਹੇਅਰ ਨੇ ਕਿਹਾ ਕਿ ਮੈਚ ਦੌਰਾਨ ਦਰਸ਼ਕਾਂ ਦੀ ਸੁਰੱਖਿਆ ਸਭ ਤੋਂ ਅਹਿਮ ਹੈ। ਸਟੇਡੀਅਮ ਵਿੱਚ ਪਾਰਕਿੰਗ, ਪੀਣ ਵਾਲੇ ਪਾਣੀ, ਮੈਡੀਕਲ ਸਹੂਲਤਾਂ ਅਤੇ ਐਂਬੂਲੈਂਸ ਦੇ ਪੁਖਤਾ ਪ੍ਰਬੰਧ ਹੋਣੇ ਚਾਹੀਦੇ ਹਨ। ਉਨ੍ਹਾਂ ਕਿਹਾ ਕਿ ਟ੍ਰੈਫਿਕ ਪ੍ਰਬੰਧਾਂ ਲਈ ਵਿਸ਼ੇਸ਼ ਯੋਜਨਾ ਤਿਆਰ ਕੀਤੀ ਜਾਵੇ ਤਾਂ ਜੋ ਦਰਸ਼ਕਾਂ ਨੂੰ ਕਿਸੇ ਕਿਸਮ ਦੀ ਪਰੇਸ਼ਾਨੀ ਦਾ ਸਾਹਮਣਾ ਨਾ ਕਰਨਾ ਪਵੇ। bbox=[346, 617, 511, 703]
body-a1-rest: ਉਨ੍ਹਾਂ ਦੱਸਿਆ ਕਿ ਬਜਟ ਵਿੱਚ ਸ਼ਹਿਰ ਦੇ ਵਿਕਾਸ ਕਾਰਜਾਂ ਲਈ ਵੱਡੀ ਰਕਮ ਰੱਖੀ ਗਈ ਹੈ। ਸੜਕਾਂ, ਸੀਵਰੇਜ, ਪਾਣੀ, ਸਟਰੀਟ ਲਾਈਟਾਂ ਅਤੇ ਪਾਰਕਾਂ ਦੇ ਰੱਖ-ਰਖਾਵ ਲਈ ਵੱਖਰਾ ਬਜਟ ਰੱਖਿਆ ਗਿਆ ਹੈ। ਇਸ ਤੋਂ ਇਲਾਵਾ ਸਫ਼ਾਈ ਵਿਵਸਥਾ ਲਈ 6 ਕਰੋੜ ਰੁਪਏ, ਸੜਕਾਂ ਦੇ ਨਿਰਮਾਣ ਲਈ 35 ਕਰੋੜ ਰੁਪਏ ਅਤੇ ਸਫ਼ਾਈ ਪ੍ਰਣਾਲੀ ਨੂੰ ਮਜ਼ਬੂਤ ਕਰਨ ਲਈ ਅਧੀਨਗੀ ਵਾਲੇ ਕਰਮਚਾਰੀਆਂ ਦੀ ਭਰਤੀ ਦਾ ਐਲਾਨ ਕੀਤਾ ਗਿਆ। ਮੇਅਰ ਨੇ ਕਿਹਾ ਕਿ ਨਿਗਮ ਦਾ ਟੀਚਾ ਹੈ ਕਿ ਸ਼ਹਿਰ ਵਾਸੀਆਂ ਨੂੰ 100% ਸਹੂਲਤਾਂ ਮੁਹੱਈਆ ਕਰਵਾਈਆਂ ਜਾਣ। ਪਾਣੀ ਦੀ ਸਪਲਾਈ, ਸੀਵਰੇਜ ਅਤੇ ਪਾਰਕਾਂ ਵੱਲ ਖਾਸ ਧਿਆਨ ਦਿੱਤਾ ਜਾਵੇਗਾ। ਉਨ੍ਹਾਂ ਦੱਸਿਆ ਕਿ ਵਿੱਤੀ ਸਾਲ ਦੌਰਾਨ ਨਿਗਮ ਵੱਲੋਂ ਵਿਕਾਸ ਕਾਰਜਾਂ 'ਤੇ ਵਧੇਰੇ ਧਿਆਨ ਕੇਂਦਰਿਤ ਕੀਤਾ ਜਾਵੇਗਾ ਅਤੇ ਸ਼ਹਿਰ ਨੂੰ ਸਾਫ਼-ਸੁਥਰਾ ਬਣਾਉਣ ਲਈ ਯਤਨ ਕੀਤੇ ਜਾਣਗੇ। ਅੰਤ ਵਿੱਚ ਮੇਅਰ ਨੇ ਸਾਰੇ ਕੌਂਸਲਰਾਂ ਦਾ ਧੰਨਵਾਦ ਕੀਤਾ ਜਿਨ੍ਹਾਂ ਨੇ ਬਜਟ ਨੂੰ ਸਰਬਸੰਮਤੀ ਨਾਲ ਪਾਸ ਕਰਨ ਵਿੱਚ ਸਹਿਯੋਗ ਦਿੱਤਾ। bbox=[151, 227, 511, 337]
photo-a3 bbox=[153, 617, 338, 739]
headline-a10: "ਯੁੱਧ ਨਸ਼ਿਆਂ ਵਿਰੁੱਧ" ਮੁਹਿੰਮ ਤਹਿਤ ਡੇਰਾਬੱਸੀ ਪੁਲਿਸ ਦੀ ਵੱਡੀ ਕਾਮਜਾਬੀ bbox=[535, 1212, 989, 1260]
bullet-icon: ● bbox=[157, 576, 165, 592]
headline-a8: ਵਿਧਾਇਕ ਕੁਲਵੰਤ ਸਿੰਘ ਵੱਲੋਂ 60.93 ਲੱਖ ਰੁਪਏ ਦੇ ਸੀਵਰੇਜ ਪ੍ਰੋਜੈਕਟ ਦੀ ਸ਼ੁਰੂਆਤ bbox=[528, 887, 996, 940]
body-a4-p0: ਦੇਹਰਾਦੂਨ ਵਿਚ ਖੁਦਕੁਸ਼ੀ ਕਰਨ ਵਾਲੀ ਡਾ. ਤਨਵੀ ਦਾ ਅੰਬਾਲਾ ਸ਼ਹਿਰ ਵਿਚ ਅੰਤਿਮ ਸੰਸਕਾਰ ਕਰ ਦਿੱਤਾ ਗਿਆ। ਡਾ. ਤਨਵੀ ਦੇਹਰਾਦੂਨ ਦੇ ਇਕ ਮੈਡੀਕਲ ਕਾਲਜ ਵਿਚ ਐਮਐਸ ਦੀ ਪੜ੍ਹਾਈ ਕਰ ਰਹੀ ਸੀ। ਉਸ ਨੇ ਹੋਸਟਲ ਦੇ ਕਮਰੇ ਵਿਚ ਖੁਦਕੁਸ਼ੀ ਕਰ ਲਈ ਸੀ। ਪਰਿਵਾਰ ਵਾਲਿਆਂ ਦਾ ਕਹਿਣਾ ਹੈ ਕਿ ਉਹ ਬਹੁਤ ਹੋਣਹਾਰ ਵਿਦਿਆਰਥਣ ਸੀ ਅਤੇ ਉਸ ਨੇ ਕਦੇ ਵੀ ਕਿਸੇ ਪਰੇਸ਼ਾਨੀ ਦਾ ਜ਼ਿਕਰ ਨਹੀਂ ਕੀਤਾ ਸੀ। bbox=[524, 462, 636, 624]
body-a4-rest: ਚਿੰਤਤ ਪਰਿਵਾਰ ਨੇ ਦੇਹਰਾਦੂਨ ਪਹੁੰਚ ਕੇ ਆਪਣੀ ਧੀ ਦੀ ਦੇਹ ਹਾਸਲ ਕੀਤੀ ਅਤੇ ਅੰਬਾਲਾ ਲਿਆਂਦਾ। ਸ਼ਮਸ਼ਾਨਘਾਟ ਵਿਚ ਵੱਡੀ ਗਿਣਤੀ ਵਿਚ ਲੋਕ ਹਾਜ਼ਰ ਸਨ। bbox=[804, 525, 1000, 560]
divider bbox=[524, 1174, 1000, 1175]
body-a8-p0: ਹਲਕਾ ਵਿਧਾਇਕ ਕੁਲਵੰਤ ਸਿੰਘ ਨੇ ਐਸ 60.93 ਲੱਖ ਰੁਪਏ ਦੀ ਲਾਗਤ ਨਾਲ ਬਣੀਕੇ ਜਾਣ ਵਾਲੇ ਸੀਵਰੇਜ ਪ੍ਰੋਜੈਕਟ ਦੀ ਸ਼ੁਰੂਆਤ ਕੀਤੀ। bbox=[524, 981, 642, 1028]
dateline-a7: ਚੰਡੀਗੜ੍ਹ, 26 ਮਾਰਚ (ਪੈਗ਼ਾਮ-ਏ-ਜਗਤ) bbox=[30, 1120, 132, 1143]
divider bbox=[22, 466, 511, 468]
photo-a5 bbox=[149, 880, 309, 984]
